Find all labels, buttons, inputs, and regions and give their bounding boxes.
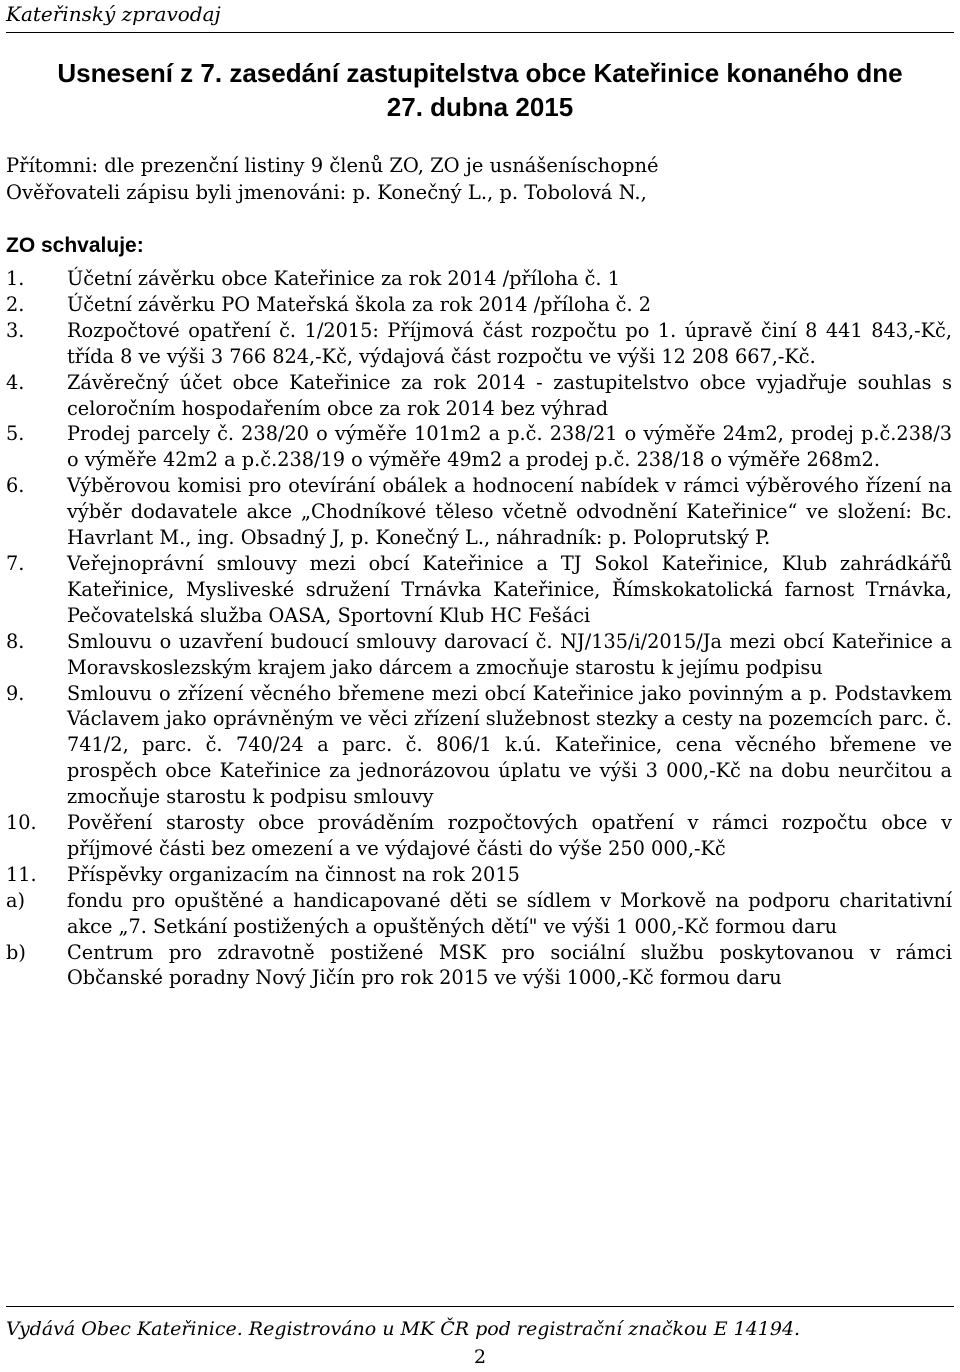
document-title: [6, 56, 954, 124]
title-line-1: Usnesení z 7. zasedání zastupitelstva obce Kateřinice konaného dne: [57, 58, 903, 88]
approval-heading: ZO schvaluje:: [6, 234, 144, 257]
resolution-item-text: fondu pro opuštěné a handicapované děti se sídlem v Morkově na podporu charitativní akce „7. Setkání postižených a opuštěných dětí" ve výši 1 000,-Kč formou daru: [67, 888, 952, 938]
attendance-paragraph: [6, 152, 954, 206]
resolution-item-text: Centrum pro zdravotně postižené MSK pro sociální službu poskytovanou v rámci Občanské poradny Nový Jičín pro rok 2015 ve výši 1000,-Kč formou daru: [67, 940, 952, 990]
page-number: 2: [473, 1346, 487, 1368]
resolution-item-number: b): [6, 940, 26, 964]
resolution-item-text: Příspěvky organizacím na činnost na rok 2015: [67, 862, 520, 886]
resolution-item-text: Smlouvu o zřízení věcného břemene mezi obcí Kateřinice jako povinným a p. Podstavkem Václavem jako oprávněným ve věci zřízení služebnost stezky a cesty na pozemcích parc. č. 741/2, parc. č. 740/24 a parc. č. 806/1 k.ú. Kateřinice, cena věcného břemene ve prospěch obce Kateřinice za jednorázovou úplatu ve výši 3 000,-Kč na dobu neurčitou a zmocňuje starostu k podpisu smlouvy: [67, 681, 952, 809]
resolution-item: [6, 681, 952, 811]
resolution-item: [6, 370, 952, 422]
resolution-item: [6, 292, 952, 318]
resolution-item-number: 4.: [6, 370, 25, 394]
publisher-footer: Vydává Obec Kateřinice. Registrováno u MK ČR pod registrační značkou E 14194.: [6, 1306, 954, 1341]
resolution-item: [6, 629, 952, 681]
resolution-item: [6, 862, 952, 888]
resolution-item: [6, 473, 952, 551]
verifiers-line: Ověřovateli zápisu byli jmenováni: p. Konečný L., p. Tobolová N.,: [6, 181, 647, 204]
resolution-item-number: 5.: [6, 422, 25, 446]
resolution-item: [6, 940, 952, 992]
resolution-item-number: 8.: [6, 629, 25, 653]
resolution-list: [6, 266, 952, 991]
resolution-item-text: Výběrovou komisi pro otevírání obálek a hodnocení nabídek v rámci výběrového řízení na výběr dodavatele akce „Chodníkové těleso včetně odvodnění Kateřinice“ ve složení: Bc. Havrlant M., ing. Obsadný J, p. Konečný L., náhradník: p. Poloprutský P.: [67, 474, 952, 550]
resolution-item-text: Rozpočtové opatření č. 1/2015: Příjmová část rozpočtu po 1. úpravě činí 8 441 843,-Kč, třída 8 ve výši 3 766 824,-Kč, výdajová část rozpočtu ve výši 12 208 667,-Kč.: [67, 318, 952, 368]
resolution-item-number: 1.: [6, 267, 25, 290]
resolution-item-text: Pověření starosty obce prováděním rozpočtových opatření v rámci rozpočtu obce v příjmové části bez omezení a ve výdajové části do výše 250 000,-Kč: [67, 811, 952, 860]
resolution-item-text: Prodej parcely č. 238/20 o výměře 101m2 a p.č. 238/21 o výměře 24m2, prodej p.č.238/3 o výměře 42m2 a p.č.238/19 o výměře 49m2 a prodej p.č. 238/18 o výměře 268m2.: [67, 422, 952, 472]
resolution-item-number: 2.: [6, 292, 25, 316]
resolution-item: [6, 888, 952, 940]
resolution-item: [6, 318, 952, 370]
resolution-item-text: Účetní závěrku obce Kateřinice za rok 2014 /příloha č. 1: [67, 267, 620, 290]
resolution-item-number: 6.: [6, 474, 25, 498]
resolution-item-number: 10.: [6, 811, 37, 835]
resolution-item-text: Veřejnoprávní smlouvy mezi obcí Kateřinice a TJ Sokol Kateřinice, Klub zahrádkářů Kateřinice, Mysliveské sdružení Trnávka Kateřinice, Římskokatolická farnost Trnávka, Pečovatelská služba OASA, Sportovní Klub HC Fešáci: [67, 551, 952, 627]
resolution-item-number: 7.: [6, 551, 25, 575]
resolution-item-number: a): [6, 888, 26, 912]
resolution-item-text: Závěrečný účet obce Kateřinice za rok 2014 - zastupitelstvo obce vyjadřuje souhlas s celoročním hospodařením obce za rok 2014 bez výhrad: [67, 370, 952, 420]
resolution-item: [6, 810, 952, 862]
resolution-item-number: 9.: [6, 681, 25, 705]
title-line-2: 27. dubna 2015: [386, 92, 574, 122]
resolution-item: [6, 266, 952, 292]
resolution-item-text: Účetní závěrku PO Mateřská škola za rok 2014 /příloha č. 2: [67, 292, 652, 316]
resolution-item-number: 3.: [6, 318, 25, 342]
resolution-item-number: 11.: [6, 862, 37, 886]
attendance-line: Přítomni: dle prezenční listiny 9 členů ZO, ZO je usnášeníschopné: [6, 154, 659, 177]
resolution-item: [6, 551, 952, 629]
resolution-item-text: Smlouvu o uzavření budoucí smlouvy darovací č. NJ/135/i/2015/Ja mezi obcí Kateřinice a Moravskoslezským krajem jako dárcem a zmocňuje starostu k jejímu podpisu: [67, 629, 952, 679]
resolution-item: [6, 421, 952, 473]
newsletter-header: Kateřinský zpravodaj: [6, 2, 954, 33]
